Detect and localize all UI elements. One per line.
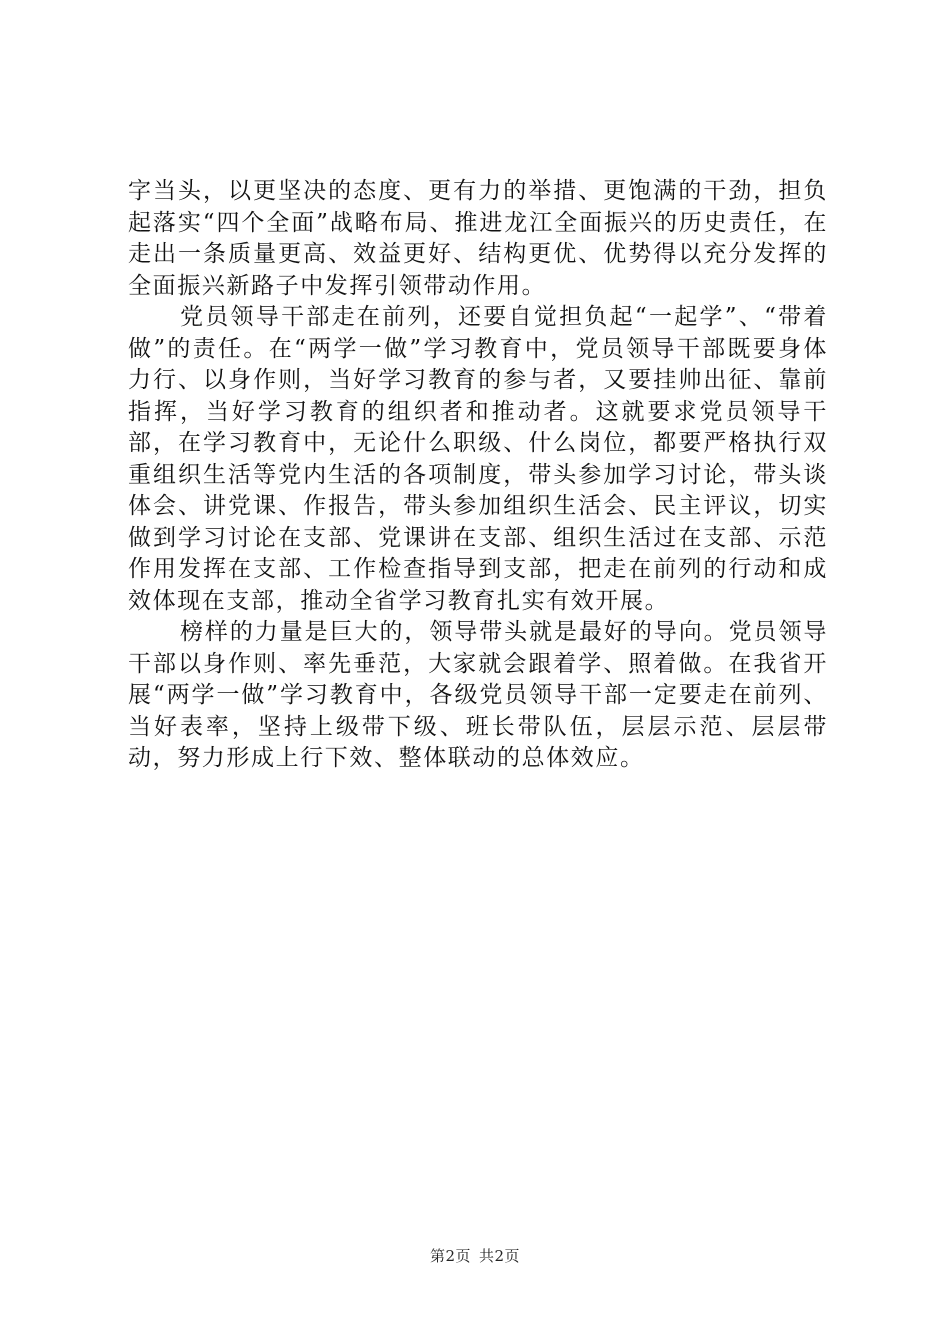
paragraph-2: 党员领导干部走在前列，还要自觉担负起“一起学”、“带着做”的责任。在“两学一做”学习教育中，党员领导干部既要身体力行、以身作则，当好学习教育的参与者，又要挂帅出征、靠前指挥，当好学习教育的组织者和推动者。这就要求党员领导干部，在学习教育中，无论什么职级、什么岗位，都要严格执行双重组织生活等党内生活的各项制度，带头参加学习讨论，带头谈体会、讲党课、作报告，带头参加组织生活会、民主评议，切实做到学习讨论在支部、党课讲在支部、组织生活过在支部、示范作用发挥在支部、工作检查指导到支部，把走在前列的行动和成效体现在支部，推动全省学习教育扎实有效开展。 <box>128 304 828 614</box>
paragraph-1: 字当头，以更坚决的态度、更有力的举措、更饱满的干劲，担负起落实“四个全面”战略布局、推进龙江全面振兴的历史责任，在走出一条质量更高、效益更好、结构更优、优势得以充分发挥的全面振兴新路子中发挥引领带动作用。 <box>128 178 828 299</box>
paragraph-3: 榜样的力量是巨大的，领导带头就是最好的导向。党员领导干部以身作则、率先垂范，大家就会跟着学、照着做。在我省开展“两学一做”学习教育中，各级党员领导干部一定要走在前列、当好表率，坚持上级带下级、班长带队伍，层层示范、层层带动，努力形成上行下效、整体联动的总体效应。 <box>128 619 828 771</box>
page-total: 共2页 <box>479 1247 521 1265</box>
page-number: 第2页 <box>429 1247 471 1265</box>
document-body <box>128 176 828 775</box>
page-footer <box>0 1246 950 1266</box>
